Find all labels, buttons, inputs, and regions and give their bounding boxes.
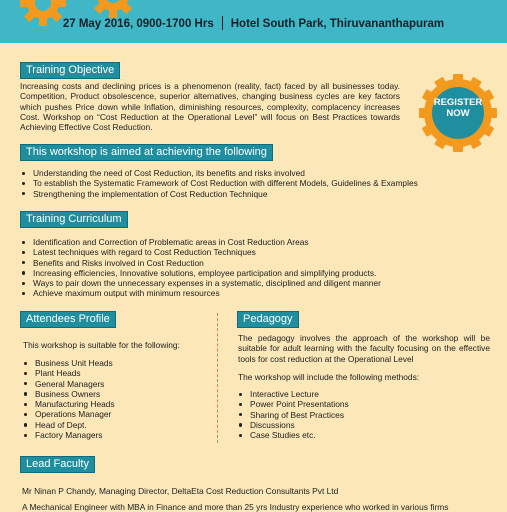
pedagogy-text: The pedagogy involves the approach of the workshop will be suitable for adult learning with the faculty focusing on the effective tools for cost reduction at the Operational Level — [238, 333, 490, 364]
list-item: Benefits and Risks involved in Cost Reduction — [20, 258, 381, 268]
pedagogy-list — [237, 389, 349, 440]
curriculum-list — [20, 237, 381, 299]
list-item: Business Owners — [22, 389, 115, 399]
column-divider — [217, 313, 218, 443]
list-item: Manufacturing Heads — [22, 399, 115, 409]
aims-list — [20, 168, 418, 199]
objective-text: Increasing costs and declining prices is a phenomenon (reality, fact) faced by all businesses today. Competition, Product obsolescence, superior alternatives, changing business cycles are key factors which pushes Price down while Inflation, diminishing resources, complexity, complacency increases Cost. Workshop on “Cost Reduction at the Operational Level” will focus on Best Practices towards Achieving Effective Cost Reduction. — [20, 81, 400, 133]
event-details — [0, 16, 507, 30]
faculty-heading: Lead Faculty — [20, 456, 95, 473]
pedagogy-heading: Pedagogy — [237, 311, 299, 328]
objective-heading: Training Objective — [20, 62, 120, 79]
register-line2: NOW — [446, 108, 470, 119]
attendees-intro: This workshop is suitable for the following: — [23, 340, 180, 350]
event-venue: Hotel South Park, Thiruvananthapuram — [230, 18, 445, 30]
attendees-list — [22, 358, 115, 440]
list-item: Ways to pair down the unnecessary expenses in a systematic, disciplined and diligent manner — [20, 278, 381, 288]
list-item: Discussions — [237, 420, 349, 430]
list-item: Head of Dept. — [22, 420, 115, 430]
list-item: Business Unit Heads — [22, 358, 115, 368]
list-item: Identification and Correction of Problematic areas in Cost Reduction Areas — [20, 237, 381, 247]
list-item: Case Studies etc. — [237, 430, 349, 440]
list-item: Power Point Presentations — [237, 399, 349, 409]
list-item: Strengthening the implementation of Cost Reduction Technique — [20, 189, 418, 199]
list-item: Increasing efficiencies, Innovative solutions, employee participation and simplifying products. — [20, 268, 381, 278]
list-item: Sharing of Best Practices — [237, 410, 349, 420]
attendees-heading: Attendees Profile — [20, 311, 116, 328]
event-banner — [0, 0, 507, 43]
list-item: Interactive Lecture — [237, 389, 349, 399]
register-now-label[interactable] — [417, 97, 499, 119]
list-item: Latest techniques with regard to Cost Reduction Techniques — [20, 247, 381, 257]
banner-separator — [222, 16, 223, 30]
aims-heading: This workshop is aimed at achieving the following — [20, 144, 273, 161]
list-item: Plant Heads — [22, 368, 115, 378]
faculty-bio: A Mechanical Engineer with MBA in Finance and more than 25 yrs Industry experience who worked in various firms — [22, 502, 449, 512]
list-item: Achieve maximum output with minimum resources — [20, 288, 381, 298]
faculty-name: Mr Ninan P Chandy, Managing Director, DeltaEta Cost Reduction Consultants Pvt Ltd — [22, 486, 339, 496]
list-item: Understanding the need of Cost Reduction, its benefits and risks involved — [20, 168, 418, 178]
pedagogy-intro: The workshop will include the following methods: — [238, 372, 420, 382]
list-item: To establish the Systematic Framework of Cost Reduction with different Models, Guidelines & Examples — [20, 178, 418, 188]
register-line1: REGISTER — [433, 97, 483, 108]
event-date-time: 27 May 2016, 0900-1700 Hrs — [62, 18, 214, 30]
curriculum-heading: Training Curriculum — [20, 211, 128, 228]
list-item: General Managers — [22, 379, 115, 389]
list-item: Operations Manager — [22, 409, 115, 419]
list-item: Factory Managers — [22, 430, 115, 440]
